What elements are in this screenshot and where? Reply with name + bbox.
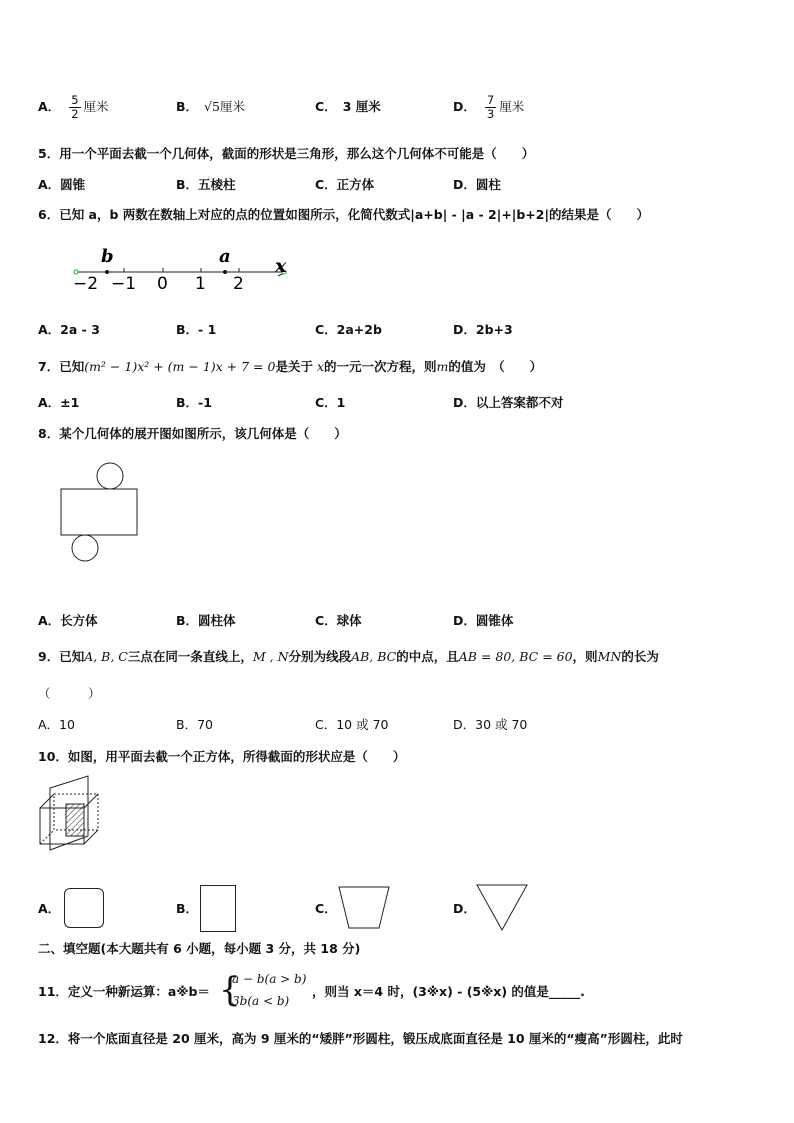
q6-option-a: A．2a - 3 xyxy=(38,322,100,337)
cube-section-figure xyxy=(36,774,106,854)
q8-option-d: D．圆锥体 xyxy=(453,613,514,628)
q5-option-d: D．圆柱 xyxy=(453,177,501,192)
q10-stem: 10．如图，用平面去截一个正方体，所得截面的形状应是（ ） xyxy=(38,749,406,764)
q7-option-c: C．1 xyxy=(315,395,346,410)
net-top-circle xyxy=(97,463,123,489)
q9-option-d: D．30 或 70 xyxy=(453,717,528,732)
q12-stem: 12．将一个底面直径是 20 厘米，高为 9 厘米的“矮胖”形圆柱，锻压成底面直径是 10 厘米的“瘦高”形圆柱，此时 xyxy=(38,1031,683,1046)
tick-label-0: 0 xyxy=(157,274,168,294)
q8-option-b: B．圆柱体 xyxy=(176,613,236,628)
q11-stem-post: ，则当 x＝4 时，(3※x) - (5※x) 的值是_____. xyxy=(312,984,585,999)
q10-option-a-rounded-square xyxy=(64,888,104,928)
tick-label-1: 1 xyxy=(195,274,206,294)
q10-option-d-key: D． xyxy=(453,901,476,916)
q5-option-b: B．五棱柱 xyxy=(176,177,236,192)
q8-stem: 8．某个几何体的展开图如图所示，该几何体是（ ） xyxy=(38,426,347,441)
q10-option-c-key: C． xyxy=(315,901,337,916)
q9-stem: 9．已知A, B, C三点在同一条直线上，M , N分别为线段AB, BC的中点，且AB = 80, BC = 60，则MN的长为 xyxy=(38,649,659,664)
q6-option-d: D．2b+3 xyxy=(453,322,513,337)
cylinder-net-figure xyxy=(58,460,148,570)
q7-equation: (m² − 1)x² + (m − 1)x + 7 = 0 xyxy=(84,359,276,374)
q7-option-b: B．-1 xyxy=(176,395,212,410)
q5-option-c: C．正方体 xyxy=(315,177,375,192)
section-2-title: 二、填空题(本大题共有 6 小题，每小题 3 分，共 18 分) xyxy=(38,941,361,956)
q9-option-c: C．10 或 70 xyxy=(315,717,389,732)
q6-option-b: B．- 1 xyxy=(176,322,217,337)
q9-answer-paren: （ ） xyxy=(38,686,101,701)
q5-stem: 5．用一个平面去截一个几何体，截面的形状是三角形，那么这个几何体不可能是（ ） xyxy=(38,146,535,161)
label-x: x xyxy=(275,255,287,277)
q4-option-a: A． $\frac{5}{2}$ 厘米 xyxy=(38,93,109,121)
tick-label-neg2: −2 xyxy=(73,274,99,294)
q7-option-d: D．以上答案都不对 xyxy=(453,395,564,410)
section-hatched xyxy=(66,804,84,836)
q9-option-a: A．10 xyxy=(38,717,75,732)
q10-option-c-trapezoid xyxy=(338,886,390,930)
q8-option-c: C．球体 xyxy=(315,613,362,628)
q5-option-a: A．圆锥 xyxy=(38,177,86,192)
q10-option-b-key: B． xyxy=(176,901,199,916)
q7-stem: 7．已知(m² − 1)x² + (m − 1)x + 7 = 0是关于 x的一元一次方程，则m的值为 （ ） xyxy=(38,359,543,374)
net-bottom-circle xyxy=(72,535,98,561)
q10-option-a-key: A． xyxy=(38,901,61,916)
q10-option-d-triangle xyxy=(476,884,528,932)
q9-option-b: B．70 xyxy=(176,717,213,732)
q6-option-c: C．2a+2b xyxy=(315,322,382,337)
q6-stem: 6．已知 a，b 两数在数轴上对应的点的位置如图所示，化简代数式|a+b| - |a - 2|+|b+2|的结果是（ ） xyxy=(38,207,650,222)
q7-option-a: A．±1 xyxy=(38,395,80,410)
net-rectangle xyxy=(61,489,137,535)
tick-label-neg1: −1 xyxy=(111,274,137,294)
q11-stem-pre: 11．定义一种新运算：a※b＝ xyxy=(38,984,210,999)
label-a: a xyxy=(219,246,231,267)
q11-piecewise-brace: { xyxy=(219,970,241,1010)
q11-case-1: a − b(a > b) xyxy=(232,972,307,986)
q4-option-b: B． √5厘米 xyxy=(176,99,245,114)
q11-case-2: 3b(a < b) xyxy=(232,994,290,1008)
tick-label-2: 2 xyxy=(233,274,244,294)
q4-option-c: C． 3 厘米 xyxy=(315,99,381,114)
point-a xyxy=(223,270,227,274)
q10-option-b-rectangle xyxy=(200,885,236,932)
label-b: b xyxy=(101,246,114,267)
q4-option-d: D． $\frac{7}{3}$ 厘米 xyxy=(453,93,525,121)
number-line-figure xyxy=(68,244,298,294)
point-b xyxy=(105,270,109,274)
q8-option-a: A．长方体 xyxy=(38,613,98,628)
